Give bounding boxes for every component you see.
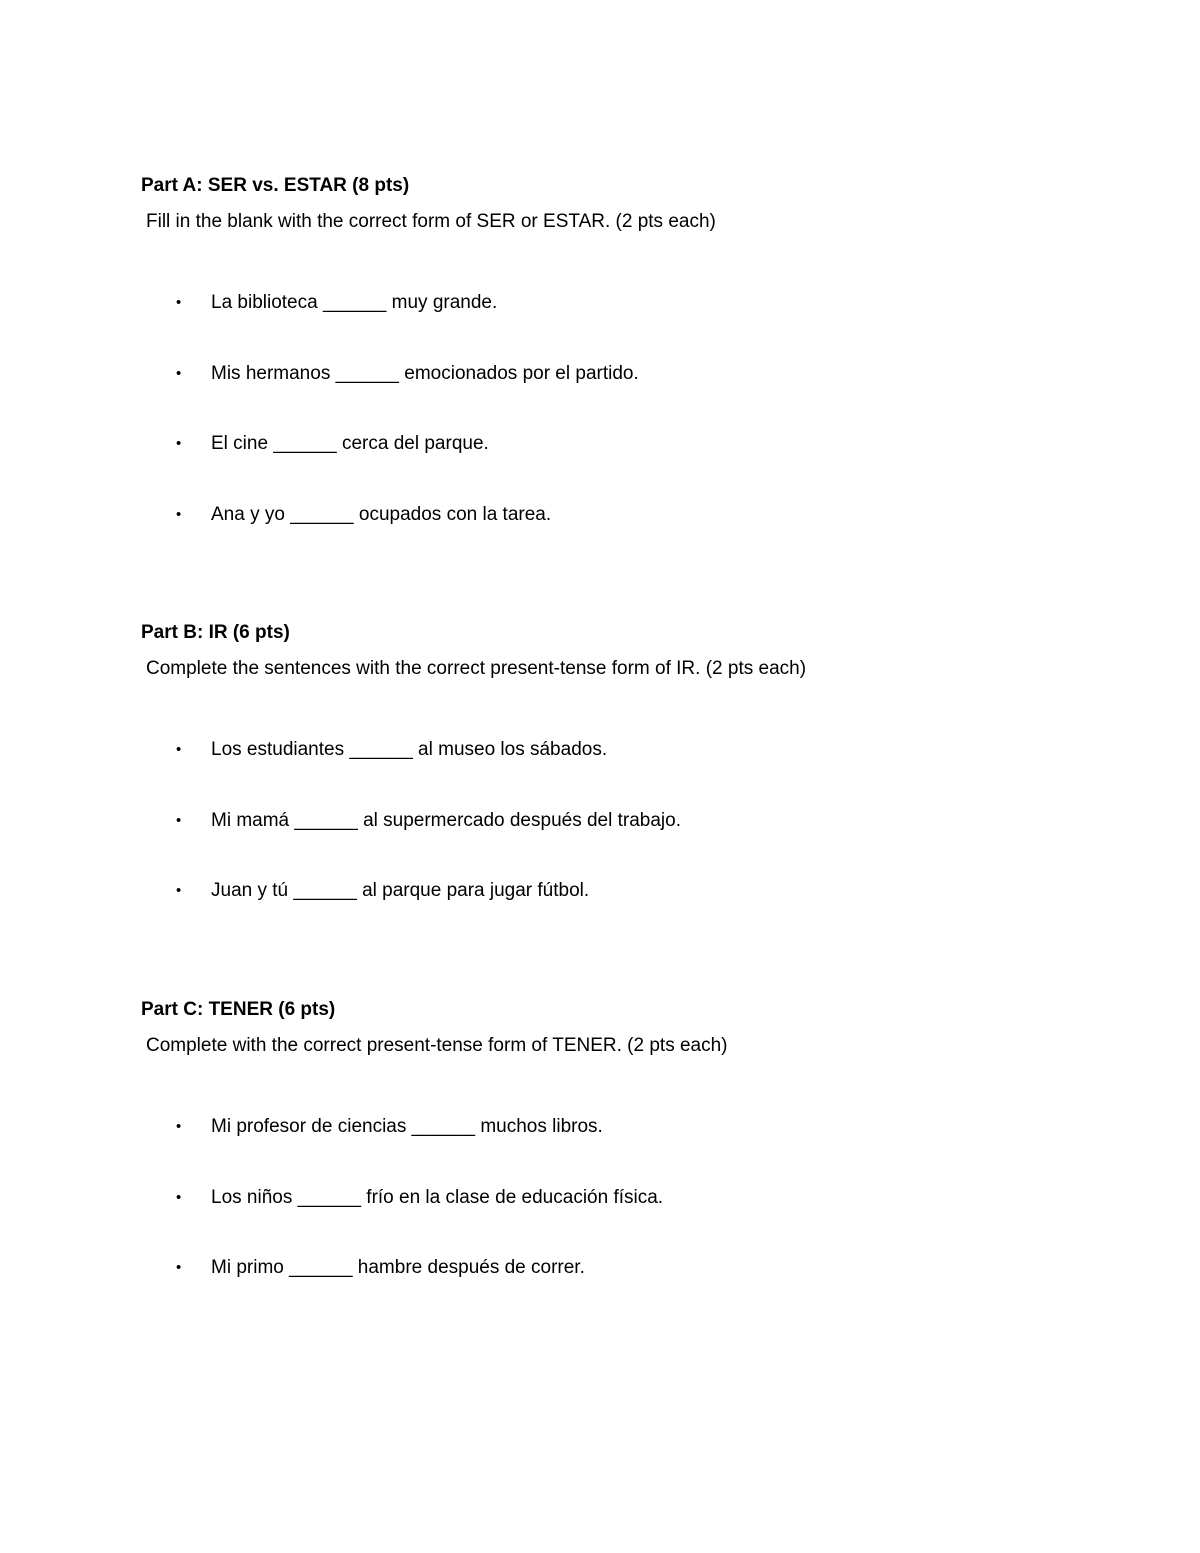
- bullet-icon: •: [176, 741, 182, 758]
- part-a-item-text: Ana y yo ______ ocupados con la tarea.: [211, 504, 552, 526]
- part-b-item-text: Juan y tú ______ al parque para jugar fútbol.: [211, 880, 590, 902]
- part-a-instructions: Fill in the blank with the correct form of SER or ESTAR. (2 pts each): [146, 211, 716, 232]
- bullet-icon: •: [176, 364, 182, 382]
- part-b-item-text: Mi mamá ______ al supermercado después del trabajo.: [211, 809, 681, 831]
- bullet-icon: •: [176, 1259, 182, 1277]
- bullet-icon: •: [176, 435, 182, 453]
- bullet-icon: •: [176, 294, 182, 311]
- bullet-icon: •: [176, 506, 182, 524]
- part-a-item-text: Mis hermanos ______ emocionados por el partido.: [211, 362, 639, 384]
- bullet-icon: •: [176, 811, 182, 829]
- part-c-item-text: Mi profesor de ciencias ______ muchos libros.: [211, 1116, 603, 1137]
- bullet-icon: •: [176, 882, 182, 900]
- part-c-instructions: Complete with the correct present-tense form of TENER. (2 pts each): [146, 1035, 728, 1056]
- part-a-item-text: La biblioteca ______ muy grande.: [211, 292, 498, 313]
- part-b-heading: Part B: IR (6 pts): [141, 622, 290, 643]
- bullet-icon: •: [176, 1188, 182, 1206]
- part-c-heading: Part C: TENER (6 pts): [141, 999, 336, 1020]
- part-c-item-text: Los niños ______ frío en la clase de educación física.: [211, 1186, 664, 1208]
- part-b-instructions: Complete the sentences with the correct present-tense form of IR. (2 pts each): [146, 658, 807, 679]
- bullet-icon: •: [176, 1118, 182, 1135]
- part-b-item-text: Los estudiantes ______ al museo los sábados.: [211, 739, 608, 760]
- part-c-item-text: Mi primo ______ hambre después de correr.: [211, 1257, 585, 1279]
- part-a-item-text: El cine ______ cerca del parque.: [211, 433, 489, 455]
- part-a-heading: Part A: SER vs. ESTAR (8 pts): [141, 175, 410, 196]
